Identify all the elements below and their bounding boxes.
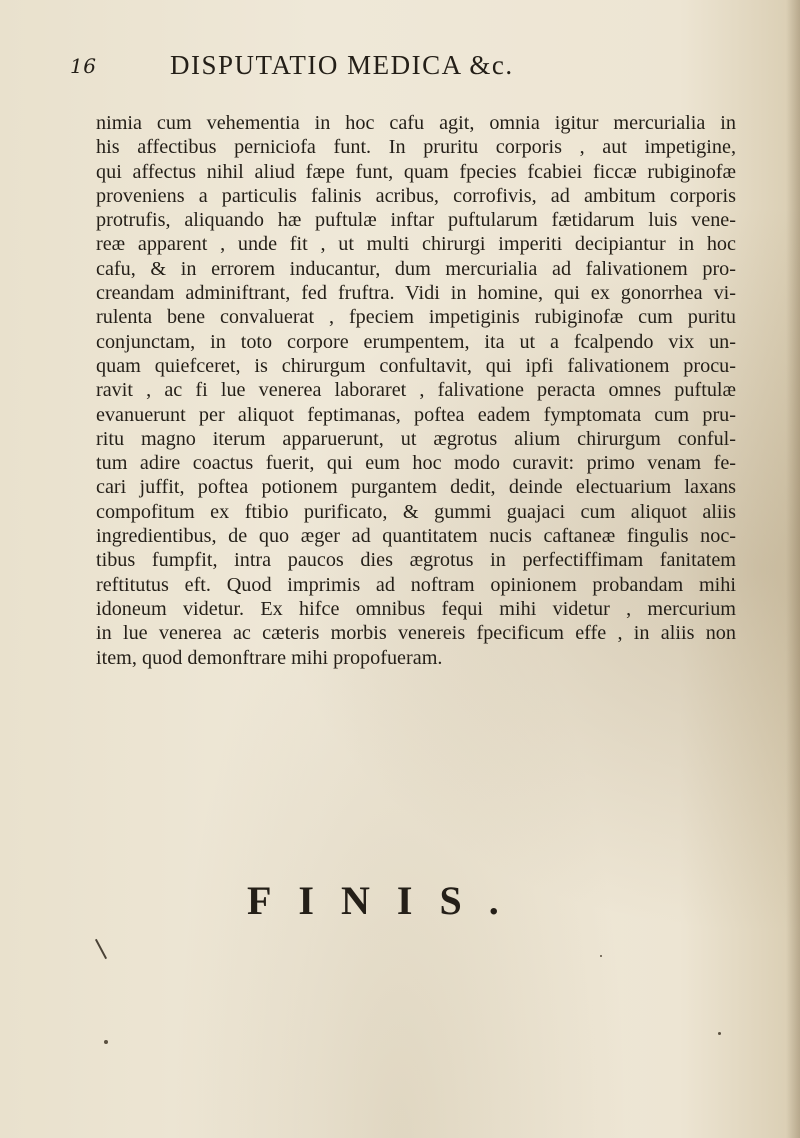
text-line: reæ apparent , unde fit , ut multi chirurgi imperiti decipiantur in hoc bbox=[96, 233, 736, 256]
ink-speck bbox=[718, 1032, 721, 1035]
text-line: ritu magno iterum apparuerunt, ut ægrotus alium chirurgum conful- bbox=[96, 427, 736, 450]
text-line: proveniens a particulis falinis acribus, corrofivis, ad ambitum corporis bbox=[96, 184, 736, 207]
page-header bbox=[70, 50, 750, 90]
page-number: 16 bbox=[70, 54, 97, 78]
text-line: idoneum videtur. Ex hifce omnibus fequi mihi videtur , mercurium bbox=[96, 597, 736, 620]
text-line: ravit , ac fi lue venerea laboraret , falivatione peracta omnes puftulæ bbox=[96, 379, 736, 402]
text-line: nimia cum vehementia in hoc cafu agit, omnia igitur mercurialia in bbox=[96, 112, 736, 134]
text-line: in lue venerea ac cæteris morbis venereis fpecificum effe , in aliis non bbox=[96, 622, 736, 645]
text-line: ingredientibus, de quo æger ad quantitatem nucis caftaneæ fingulis noc- bbox=[96, 525, 736, 548]
page-edge-shadow bbox=[786, 0, 800, 1138]
text-line-last: item, quod demonftrare mihi propofueram. bbox=[96, 646, 443, 669]
finis-heading: FINIS. bbox=[247, 878, 526, 923]
text-line: tum adire coactus fuerit, qui eum hoc modo curavit: primo venam fe- bbox=[96, 452, 736, 475]
text-line: rulenta bene convaluerat , fpeciem impetiginis rubiginofæ cum puritu bbox=[96, 306, 736, 329]
running-title: DISPUTATIO MEDICA &c. bbox=[170, 50, 514, 80]
text-line: his affectibus perniciofa funt. In pruritu corporis , aut impetigine, bbox=[96, 136, 736, 159]
text-line: cafu, & in errorem inducantur, dum mercurialia ad falivationem pro- bbox=[96, 257, 736, 280]
ink-speck bbox=[104, 1040, 108, 1044]
text-line: evanuerunt per aliquot feptimanas, poftea eadem fymptomata cum pru- bbox=[96, 403, 736, 426]
text-line: conjunctam, in toto corpore erumpentem, ita ut a fcalpendo vix un- bbox=[96, 330, 736, 353]
text-line: quam quiefceret, is chirurgum confultavit, qui ipfi falivationem procu- bbox=[96, 354, 736, 377]
body-text bbox=[96, 111, 736, 670]
ink-speck bbox=[600, 955, 602, 957]
text-line: compofitum ex ftibio purificato, & gummi guajaci cum aliquot aliis bbox=[96, 500, 736, 523]
ink-stroke-mark bbox=[95, 939, 107, 959]
text-line: reftitutus eft. Quod imprimis ad noftram opinionem probandam mihi bbox=[96, 573, 736, 596]
text-line: creandam adminiftrant, fed fruftra. Vidi in homine, qui ex gonorrhea vi- bbox=[96, 282, 736, 305]
text-line: cari juffit, poftea potionem purgantem dedit, deinde electuarium laxans bbox=[96, 476, 736, 499]
text-line: tibus fumpfit, intra paucos dies ægrotus in perfectiffimam fanitatem bbox=[96, 549, 736, 572]
text-line: qui affectus nihil aliud fæpe funt, quam fpecies fcabiei ficcæ rubiginofæ bbox=[96, 160, 736, 183]
text-line: protrufis, aliquando hæ puftulæ inftar puftularum fætidarum luis vene- bbox=[96, 209, 736, 232]
